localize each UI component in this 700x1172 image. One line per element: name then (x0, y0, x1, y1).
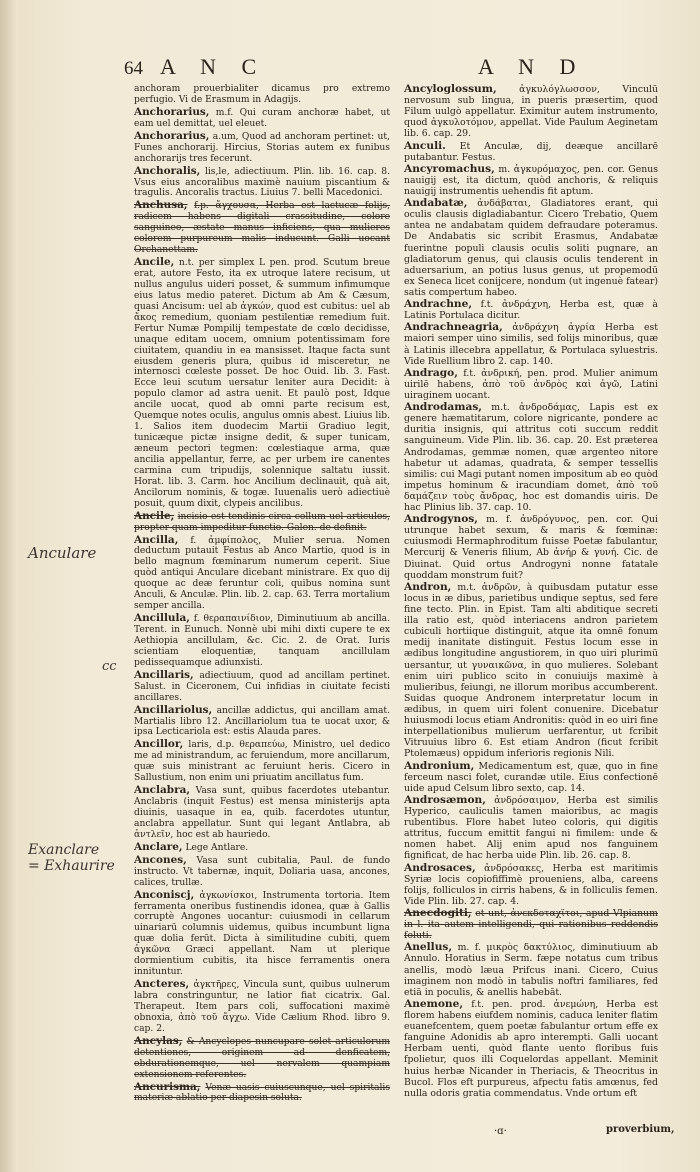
dictionary-entry (404, 322, 658, 366)
left-running-head: A N C (160, 54, 267, 79)
dictionary-entry (134, 200, 390, 256)
dictionary-entry (404, 582, 658, 760)
dictionary-entry (134, 1036, 390, 1081)
margin-note-anculare: Anculare (28, 544, 97, 562)
entry-definition: ἀνδράχνη ἀγρία Herba est maiori semper uino similis, sed folijs minoribus, quæ à Latinis illecebra appellatur, & Portulaca syluestris. Vide Ruellium libro 2. cap. 140. (404, 322, 658, 367)
entry-headword: Anecdogiti, (404, 906, 472, 919)
dictionary-entry (404, 299, 658, 321)
entry-headword: Androsæmon, (404, 793, 486, 806)
page-header (0, 50, 700, 84)
entry-definition: m.t. ἀνδρῶν, à quibusdam putatur esse locus in æ dibus, parietibus undique septus, sed fere fine tecto. Plin. in Epist. Tam alti abditique secreti illa ratio est, quòd interiacens andron parietem cubiculi hortiique distinguit, atque ita omnē fonum medij inanitate distinguit. Festus locum esse in ædibus longitudine angustiorem, in quo uiri plurimū uersantur, ut γυναικῶνα, in quo mulieres. Solebant enim uiri publico scito in conuiuijs maximè à mulieribus, feiungi, ne illorum moribus accumberent. Suidas quoque Andronem interpretatur locum in ædibus, in quem uiri folent conuenire. Dicebatur huiusmodi locus etiam Andronitis: quòd in eo uiri fine interpellationibus mulierum uerfarentur, ut fcribit Vitruuius libro 6. Est etiam Andron (ficut fcribit Ptolemæus) oppidum inferioris regionis Nili. (404, 581, 658, 760)
dictionary-entry (134, 890, 390, 979)
dictionary-entry (134, 535, 390, 613)
entry-definition: f.t. ἀνδράχνη, Herba est, quæ à Latinis Portulaca dicitur. (404, 299, 658, 322)
entry-definition: m.t. ἀνδροδάμας, Lapis est ex genere hæmatitarum, colore nigricante, pondere ac duritia insignis, qui attritus coti succum reddit sanguineum. Vide Plin. lib. 36. cap. 20. Est præterea Androdamas, gemmæ nomen, quæ argenteo nitore habetur ut adamas, quadrata, & semper tessellis similis: cui Magi putant nomen impositum ab eo quòd impetus hominum & iracundiam domet, ἀπὸ τοῦ δαμάζειν τοὺς ἄνδρας, hoc est domandis uiris. De hac Plinius lib. 37. cap. 10. (404, 402, 658, 514)
entry-definition: ἀγκυλόγλωσσον, Vinculū nervosum sub lingua, in pueris præsertim, quod Filum uulgò appellatur. Eximitur autem instrumento, quod ἀγκυλοτόμον, appellat. Vide Paulum Aeginetam lib. 6. cap. 29. (404, 84, 658, 140)
entry-headword: Ancurisma, (134, 1080, 201, 1093)
entry-headword: Ancile, (134, 256, 175, 269)
entry-headword: Ancteres, (134, 978, 190, 991)
entry-headword: Anellus, (404, 941, 453, 954)
dictionary-entry (134, 785, 390, 841)
entry-definition: f.t. pen. prod. ἀνεμώνη, Herba est florem habens eiufdem nominis, caduca leniter flatim euanefcentem, quem poetæ fabulantur ortum effe ex fanguine Adonidis ab apro interempti. Galli uocant Herbam uenti, quòd flante uento floribus fuis fpolietur, quos illi Coquelordas appellant. Meminit huius herbæ Nicander in Theriacis, & Theocritus in Bucol. Flos eft purpureus, afpectu fatis amœnus, fed nulla odoris gratia commendatus. Vnde ortum eft (404, 998, 658, 1099)
entry-definition: f.t. ἀνδρική, pen. prod. Mulier animum uirilē habens, ἀπὸ τοῦ ἀνδρὸς καὶ ἀγῶ, Latini uiraginem uocant. (404, 367, 658, 401)
dictionary-entry (134, 257, 390, 510)
entry-headword: Anchorarius, (134, 129, 210, 142)
entry-definition: Lege Antlare. (185, 842, 249, 853)
entry-headword: Androgynos, (404, 513, 478, 526)
entry-headword: Anchorarius, (134, 105, 210, 118)
dictionary-entry (404, 141, 658, 163)
entry-headword: Andrachne, (404, 298, 473, 311)
entry-headword: Andrago, (404, 366, 458, 379)
dictionary-entry (134, 705, 390, 739)
entry-definition: ἀγκτῆρες, Vincula sunt, quibus uulnerum labra constringuntur, ne latior fiat cicatrix. Gal. Therapeut. Item pars coli, suffocationi maximè obnoxia, ἀπὸ τοῦ ἄγχω. Vide Cælium Rhod. libro 9. cap. 2. (134, 980, 390, 1034)
entry-definition: laris, d.p. θεραπεύω, Ministro, uel dedico me ad ministrandum, ac feruiendum, more ancillarum, quæ suis ministrant ac feruiunt heris. Cicero in Sallustium, non enim uni priuatim ancillatus fum. (134, 740, 390, 784)
entry-definition: Vasa sunt cubitalia, Paul. de fundo instructo. Vt tabernæ, inquit, Doliaria uasa, ancones, calices, trullæ. (134, 855, 390, 888)
right-running-head: A N D (478, 54, 586, 79)
entry-headword: Anchoralis, (134, 164, 201, 177)
dictionary-entry (404, 999, 658, 1099)
dictionary-entry (404, 84, 658, 140)
page-number: 64 (124, 58, 143, 79)
left-column (134, 84, 390, 1105)
margin-note-cc: cc (102, 659, 117, 674)
entry-definition: et unt, ἀνεκδοταχϊτοι, apud Vlpianum in l. ita autem intelligendi, qui rationibus reddendis foluti. (404, 907, 658, 942)
entry-definition: adiectiuum, quod ad ancillam pertinet. Salust. in Ciceronem, Cui infidias in ciuitate fecisti ancillares. (134, 670, 390, 703)
entry-definition: ἀνδρόσακες, Herba est maritimis Syriæ locis copiofiffimè proueniens, alba, careens folijs, folliculos in cirris habens, & in folliculis femen. Vide Plin. lib. 27. cap. 4. (404, 862, 658, 907)
entry-definition: ancillæ addictus, qui ancillam amat. Martialis libro 12. Ancillariolum tua te uocat uxor, & ipsa Lecticariola est: estis Alauda pares. (134, 705, 391, 738)
entry-headword: Andrachneagria, (404, 321, 503, 334)
entry-definition: incisio est tendinis circa collum uel articulos, propter quam impeditur functio. Galen. de definit. (134, 511, 391, 533)
dictionary-entry (134, 1082, 390, 1105)
entry-headword: Anchusa, (134, 199, 188, 212)
entry-definition: m. f. ἀνδρόγυνος, pen. cor. Qui utrunque habet sexum, & maris & fœminæ: cuiusmodi Hermaphroditum fuisse Poetæ fabulantur, Mercurij & Veneris filium, Ab ἀνήρ & γυνή. Cic. de Diuinat. Quid ortus Androgyni nonne fatatale quoddam monstrum fuit? (404, 514, 658, 581)
dictionary-entry (404, 368, 658, 401)
entry-definition: ἀνδάβαται, Gladiatores erant, qui oculis clausis digladiabantur. Cicero Trebatio, Quem antea ne andabatam quidem defraudare poteramus. De Andabatis sic scribit Erasmus, Andabatæ fuerintne populi clausis oculis soliti pugnare, an gladiatorum genus, qui clausis oculis tenderent in aduersarium, an potius lusus genus, ut propemodū ex Seneca licet conijcere, nondum (ut ingenuè fatear) satis compertum habeo. (404, 198, 658, 298)
entry-definition: m. f. μικρὸς δακτύλιος, diminutiuum ab Annulo. Horatius in Serm. fæpe notatus cum tribus anellis, modò læua Prifcus inani. Cicero, Cuius imaginem non modò in tabulis noftri familiares, fed etiā in poculis, & anellis habebāt. (404, 942, 658, 998)
entry-definition: & Ancyclopes nuncupare solet articulorum detentiones, originem ad denficatem, obdurationemque, uel nervalem quampiam extensionem referentes. (134, 1036, 390, 1080)
entry-headword: Anclabra, (134, 784, 190, 797)
entry-definition: ἀγκωνίσκοι, Instrumenta tortoria. Item ferramenta oneribus fustinendis idonea, quæ à Gallis corruptè Angones uocantur: cuiusmodi in cellarum uinariarū columnis uidemus, quibus incumbunt ligna quæ dolia ferūt. Dicta à similitudine cubiti, quem ἀγκῶνα Græci appellant. Nam ut plerique dormientium cubitis, ita hisce ferramentis onera innituntur. (134, 890, 390, 978)
entry-definition: m.f. Qui curam anchoræ habet, ut eam uel demittat, uel eleuet. (134, 107, 390, 129)
entry-headword: Anconiscj, (134, 888, 195, 901)
dictionary-entry (134, 107, 390, 130)
entry-headword: Ancylas, (134, 1034, 183, 1047)
dictionary-entry (404, 863, 658, 907)
entry-headword: Anculi. (404, 139, 446, 152)
dictionary-entry (134, 979, 390, 1035)
gutter-shadow (0, 0, 18, 1172)
entry-headword: Ancyloglossum, (404, 83, 497, 95)
catchword: proverbium, (606, 1124, 675, 1135)
entry-headword: Androsaces, (404, 861, 476, 874)
entry-definition: Vasa sunt, quibus facerdotes utebantur. Anclabris (inquit Festus) est mensa ministerijs apta diuinis, uasaque in ea, quib. facerdotes utuntur, anclabra appellatur. Sunt qui legant Antlabra, ab ἀντλεῖν, hoc est ab hauriedo. (134, 786, 391, 840)
entry-headword: Andronium, (404, 759, 475, 772)
right-column (404, 84, 658, 1100)
dictionary-entry (134, 613, 390, 669)
entry-definition: Et Anculæ, dij, deæque ancillarē putabantur. Festus. (404, 140, 658, 163)
entry-definition: n.t. per simplex L pen. prod. Scutum breue erat, autore Festo, ita ex utroque latere recisum, ut nullus angulus uideri posset, & summum infimumque eius latus medio pateret. Dictum ab Am & Cæsum, quasi Ancisum: uel ab ἀγκών, quod est cubitus: uel ab ἄκος remedium, quoniam pestilentiæ remedium fuit. Fertur Numæ Pompilij tempestate de cœlo decidisse, unaque editam uocem, omnium potentissimam fore ciuitatem, quandiu in ea mansisset. Itaque facta sunt eiusdem generis plura, quibus id misceretur, ne internosci cœleste posset. De hoc Ouid. lib. 3. Fast. Ecce leui scutum uersatur leniter aura Decidit: à populo clamor ad astra uenit. Et paulò post, Idque ancile uocat, quod ab omni parte recisum est, Quemque notes oculis, angulus omnis abest. Liuius lib. 1. Salios item duodecim Martii Gradiuo legit, tunicæque pictæ insigne dedit, & super tunicam, æneum pectori tegmen: cœlestiaque arma, quæ ancilia appellantur, ferre, ac per urbem ire canentes carmina cum tripudijs, solennique saltatu iussit. Horat. lib. 3. Carm. hoc Ancilium declinauit, quà ait, Ancilorum nominis, & togæ. Iuuenalis uerò adiectiuè posuit, quum dixit, clypeis ancilibus. (134, 258, 390, 509)
entry-headword: Ancillor, (134, 738, 184, 751)
dictionary-entry (134, 84, 390, 106)
dictionary-entry (404, 761, 658, 794)
entry-definition: m. ἀγκυρόμαχος, pen. cor. Genus nauigij est, ita dictum, quòd anchoris, & reliquis nauigij instrumentis uehendis fit aptum. (404, 163, 658, 197)
entry-definition: f.p. ἄγχουσα, Herba est lactucæ folijs, radicem habens digitali crassitudine, colore sanguineo, æstate manus inficiens, qua mulieres colorem purpureum malis inducunt. Galli uocant Orchanettam. (134, 201, 390, 256)
dictionary-entry (134, 842, 390, 854)
dictionary-entry (404, 198, 658, 298)
entry-definition: ἀνδρόσαιμον, Herba est similis Hyperico, cauliculis tamen maioribus, ac magis rubentibus. Flore habet luteo coloris, qui digitis attritus, fuccum emittit fangui ni fimilem: unde & nomen habet. Alij enim apud nos fanguinem fignificat, de hac herba uide Plin. lib. 26. cap. 8. (404, 794, 658, 862)
entry-headword: Ancile, (134, 509, 175, 522)
dictionary-entry (404, 514, 658, 581)
dictionary-entry (134, 131, 390, 165)
signature-mark: ·ɑ· (494, 1126, 507, 1137)
entry-headword: Ancilla, (134, 533, 179, 546)
dictionary-entry (404, 795, 658, 862)
dictionary-entry (404, 164, 658, 197)
entry-definition: lis,le, adiectiuum. Plin. lib. 16. cap. 8. Vsus eius ancoralibus maximè nauium piscantium & tragulis. Ancoralis tractus. Liuius 7. belli Macedonici. (134, 166, 390, 199)
entry-definition: Medicamentum est, quæ, quo in fine ferceum nasci folet, curandæ utile. Eius confectionē uide apud Celsum libro sexto, cap. 14. (404, 760, 658, 794)
dictionary-entry (404, 402, 658, 513)
entry-definition: Venæ uasis cuiuscunque, uel spiritalis materiæ ablatio per diapesin soluta. (134, 1082, 391, 1104)
entry-headword: Ancillula, (134, 612, 190, 625)
dictionary-entry (404, 942, 658, 998)
entry-headword: Ancillaris, (134, 668, 194, 681)
entry-definition: anchoram prouerbialiter dicamus pro extremo perfugio. Vi de Erasmum in Adagijs. (134, 84, 390, 105)
dictionary-entry (134, 855, 390, 889)
entry-headword: Anclare, (134, 840, 183, 853)
entry-headword: Andron, (404, 580, 452, 593)
entry-headword: Ancyromachus, (404, 162, 495, 175)
entry-headword: Androdamas, (404, 401, 482, 414)
dictionary-entry (134, 739, 390, 784)
entry-headword: Andabatæ, (404, 197, 468, 210)
dictionary-entry (404, 908, 658, 941)
dictionary-entry (134, 166, 390, 200)
dictionary-entry (134, 511, 390, 534)
entry-definition: f. θεραπαινίδιον, Diminutiuum ab ancilla. Terent. in Eunuch. Nonnè ubi mihi dixti cupere te ex Aethiopia ancillulam, &c. Cic. 2. de Orat. Iuris scientiam eloquentiæ, tanquam ancillulam pedissequamque adiunxisti. (134, 614, 390, 668)
margin-note-exanclare: Exanclare = Exhaurire (28, 842, 115, 874)
entry-headword: Anemone, (404, 997, 464, 1010)
entry-definition: a.um, Quod ad anchoram pertinet: ut, Funes anchorarij. Hircius, Storias autem ex funibus anchorarijs tres fecerunt. (134, 131, 390, 164)
entry-headword: Ancones, (134, 853, 187, 866)
dictionary-entry (134, 670, 390, 704)
entry-headword: Ancillariolus, (134, 703, 213, 716)
entry-definition: f. ἀμφίπολος, Mulier serua. Nomen deductum putauit Festus ab Anco Martio, quod is in bello magnum fœminarum numerum ceperit. Siue quòd antiqui Anculare dicebant ministrare. Ex quo dij quoque ac deæ feruntur coli, quibus nomina sunt Anculi, & Anculæ. Plin. lib. 2. cap. 63. Terra mortalium semper ancilla. (134, 535, 390, 612)
